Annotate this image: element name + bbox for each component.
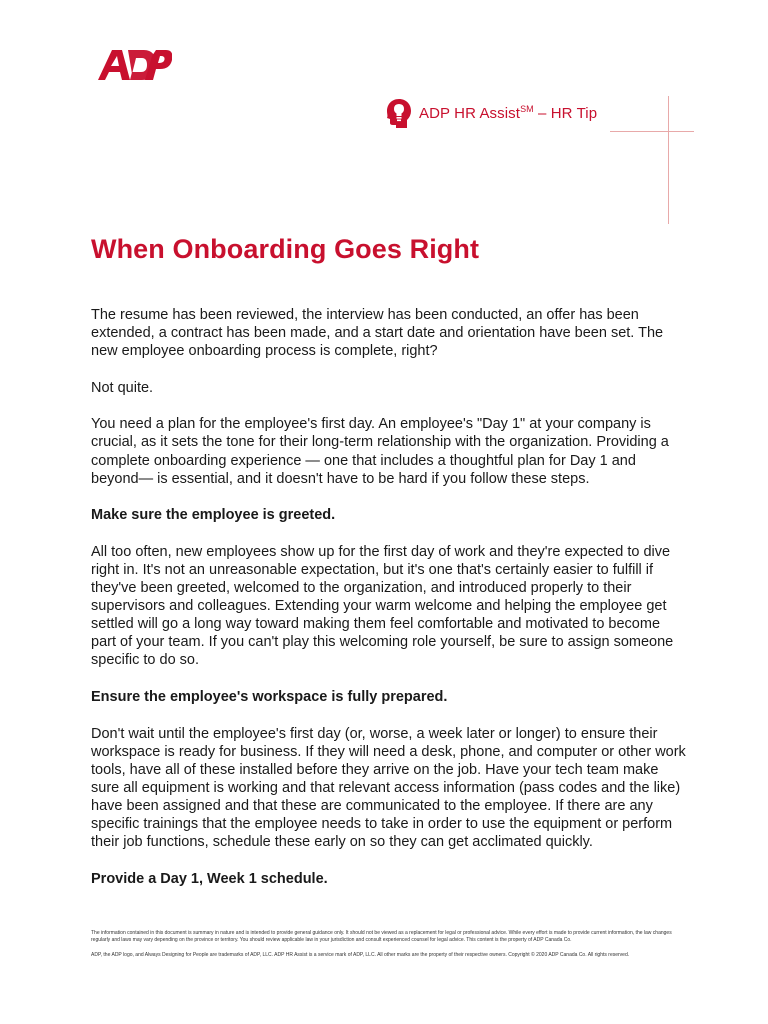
- section-heading: Make sure the employee is greeted.: [91, 507, 336, 524]
- lightbulb-head-icon: [385, 98, 413, 128]
- paragraph: The resume has been reviewed, the interview has been conducted, an offer has been extended, a contract has been made, and a start date and orientation have been set. The new employee onboarding process is complete, right?: [91, 307, 664, 360]
- footer-trademark: ADP, the ADP logo, and Always Designing for People are trademarks of ADP, LLC. ADP HR Assist is a service mark of ADP, LLC. All other marks are the property of their respective owners. Copyright © 2020 ADP Canada Co. All rights reserved.: [91, 952, 630, 958]
- hr-tip-label: ADP HR Assist℠ – HR Tip: [419, 104, 598, 122]
- decorative-crosshair-vertical: [668, 96, 669, 224]
- section-heading: Ensure the employee's workspace is fully prepared.: [91, 689, 448, 705]
- document-body: [91, 306, 686, 906]
- section-heading: Provide a Day 1, Week 1 schedule.: [91, 870, 328, 887]
- hr-tip-header: [385, 98, 597, 128]
- footer-disclaimer: The information contained in this document is summary in nature and is intended to provide general guidance only. It should not be viewed as a replacement for legal or professional advice. While every effort is made to provide current information, the law changes regularly and laws may vary depending on the province or territory. You should review applicable law in your jurisdiction and consult experienced counsel for legal advice. This content is the property of ADP Canada Co.: [91, 930, 672, 943]
- adp-logo: [92, 46, 172, 84]
- paragraph: Don't wait until the employee's first day (or, worse, a week later or longer) to ensure their workspace is ready for business. If they will need a desk, phone, and computer or other work tools, have all of these installed before they arrive on the job. Have your tech team make sure all equipment is working and that relevant access information (pass codes and the like) have been assigned and that these are communicated to the employee. If there are any specific trainings that the employee needs to take in order to use the equipment or perform their job functions, schedule these early on so they can get acclimated quickly.: [91, 725, 686, 851]
- decorative-crosshair-horizontal: [610, 131, 694, 132]
- footer: [91, 930, 686, 967]
- paragraph: You need a plan for the employee's first day. An employee's "Day 1" at your company is crucial, as it sets the tone for their long-term relationship with the organization. Providing a complete onboarding experience — one that includes a thoughtful plan for Day 1 and beyond— is essential, and it doesn't have to be hard if you follow these steps.: [91, 416, 669, 487]
- paragraph: All too often, new employees show up for the first day of work and they're expected to dive right in. It's not an unreasonable expectation, but it's one that's certainly easier to fulfill if they've been greeted, welcomed to the organization, and introduced properly to their supervisors and colleagues. Extending your warm welcome and helping the employee get settled will go a long way toward making them feel comfortable and motivated to become part of your team. If you can't play this welcoming role yourself, be sure to assign someone specific to do so.: [91, 543, 674, 669]
- paragraph: Not quite.: [91, 379, 154, 396]
- page-title: When Onboarding Goes Right: [91, 234, 480, 264]
